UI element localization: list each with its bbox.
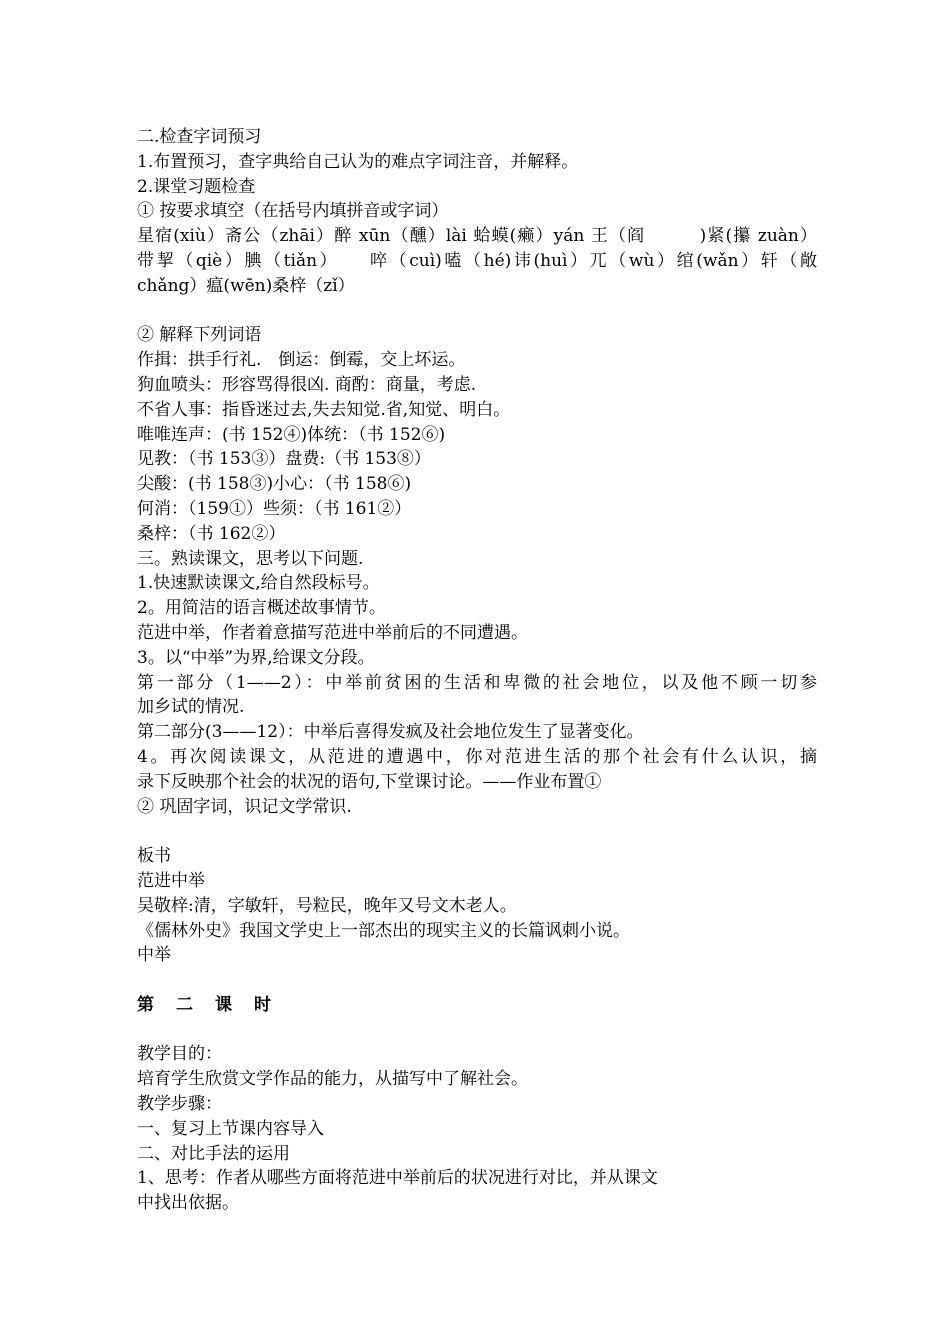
text-line: ② 解释下列词语 (137, 325, 262, 346)
text-line: 1、思考：作者从哪些方面将范进中举前后的状况进行对比，并从课文 (137, 1168, 658, 1189)
text-line: 星宿(xiù）斋公（zhāi）醉 xūn（醺）lài 蛤蟆(癞）yán 王（阎 )紧(攥 zuàn） (137, 226, 817, 247)
text-line: 一、复习上节课内容导入 (137, 1118, 324, 1139)
lesson-two-heading: 第二课时 (137, 994, 293, 1015)
section-heading-read-text: 三。熟读课文，思考以下问题. (137, 548, 364, 569)
text-line: 教学步骤： (137, 1094, 222, 1115)
text-line: ② 巩固字词，识记文学常识. (137, 796, 352, 817)
text-line: 1.布置预习，查字典给自己认为的难点字词注音，并解释。 (137, 151, 579, 172)
text-line: 中找出依据。 (137, 1193, 239, 1214)
text-line: 录下反映那个社会的状况的语句,下堂课讨论。——作业布置① (137, 771, 602, 792)
text-line: 中举 (137, 945, 171, 966)
text-line: ① 按要求填空（在括号内填拼音或字词） (137, 201, 449, 222)
text-line: 2。用简洁的语言概述故事情节。 (137, 598, 386, 619)
text-line: 《儒林外史》我国文学史上一部杰出的现实主义的长篇讽刺小说。 (137, 920, 630, 941)
blank-line (137, 968, 817, 993)
text-line: 第一部分（1——2）：中举前贫困的生活和卑微的社会地位，以及他不顾一切参 (137, 672, 817, 693)
text-line: 4。再次阅读课文，从范进的遭遇中，你对范进生活的那个社会有什么认识，摘 (137, 746, 817, 767)
text-line: 何消：（159①）些须：（书 161②） (137, 498, 412, 519)
text-line: 尖酸：(书 158③)小心：（书 158⑥) (137, 474, 412, 495)
blackboard-heading: 板书 (137, 846, 171, 867)
blank-line (137, 299, 817, 324)
text-line: 吴敬梓:清，字敏轩，号粒民，晚年又号文木老人。 (137, 895, 517, 916)
blank-line (137, 1018, 817, 1043)
text-line: 培育学生欣赏文学作品的能力，从描写中了解社会。 (137, 1069, 528, 1090)
section-heading-check-vocab: 二.检查字词预习 (137, 127, 262, 147)
text-line: 见教：（书 153③）盘费:（书 153⑧） (137, 449, 431, 470)
text-line: 3。以“中举”为界,给课文分段。 (137, 647, 375, 668)
text-line: 教学目的： (137, 1044, 222, 1065)
text-line: 2.课堂习题检查 (137, 176, 256, 197)
text-line: 唯唯连声：(书 152④)体统：（书 152⑥) (137, 424, 446, 445)
text-line: 加乡试的情况. (137, 697, 245, 718)
blank-line (137, 819, 817, 844)
text-line: 二、对比手法的运用 (137, 1143, 290, 1164)
text-line: 作揖：拱手行礼. 倒运：倒霉，交上坏运。 (137, 350, 466, 371)
text-line: 范进中举，作者着意描写范进中举前后的不同遭遇。 (137, 622, 528, 643)
text-line: 狗血喷头：形容骂得很凶. 商酌：商量，考虑. (137, 374, 477, 395)
text-line: chǎng）瘟(wēn)桑梓（zǐ） (137, 275, 355, 296)
text-line: 带挈（qiè）腆（tiǎn） 啐（cuì)嗑（hé)讳(huì）兀（wù）绾(wǎn）轩（敞 (137, 250, 817, 271)
text-line: 范进中举 (137, 870, 205, 891)
text-line: 不省人事：指昏迷过去,失去知觉.省,知觉、明白。 (137, 399, 511, 420)
text-line: 第二部分(3——12）：中举后喜得发疯及社会地位发生了显著变化。 (137, 722, 644, 743)
text-line: 桑梓：（书 162②） (137, 523, 286, 544)
document-page (137, 125, 817, 1216)
text-line: 1.快速默读课文,给自然段标号。 (137, 573, 380, 594)
